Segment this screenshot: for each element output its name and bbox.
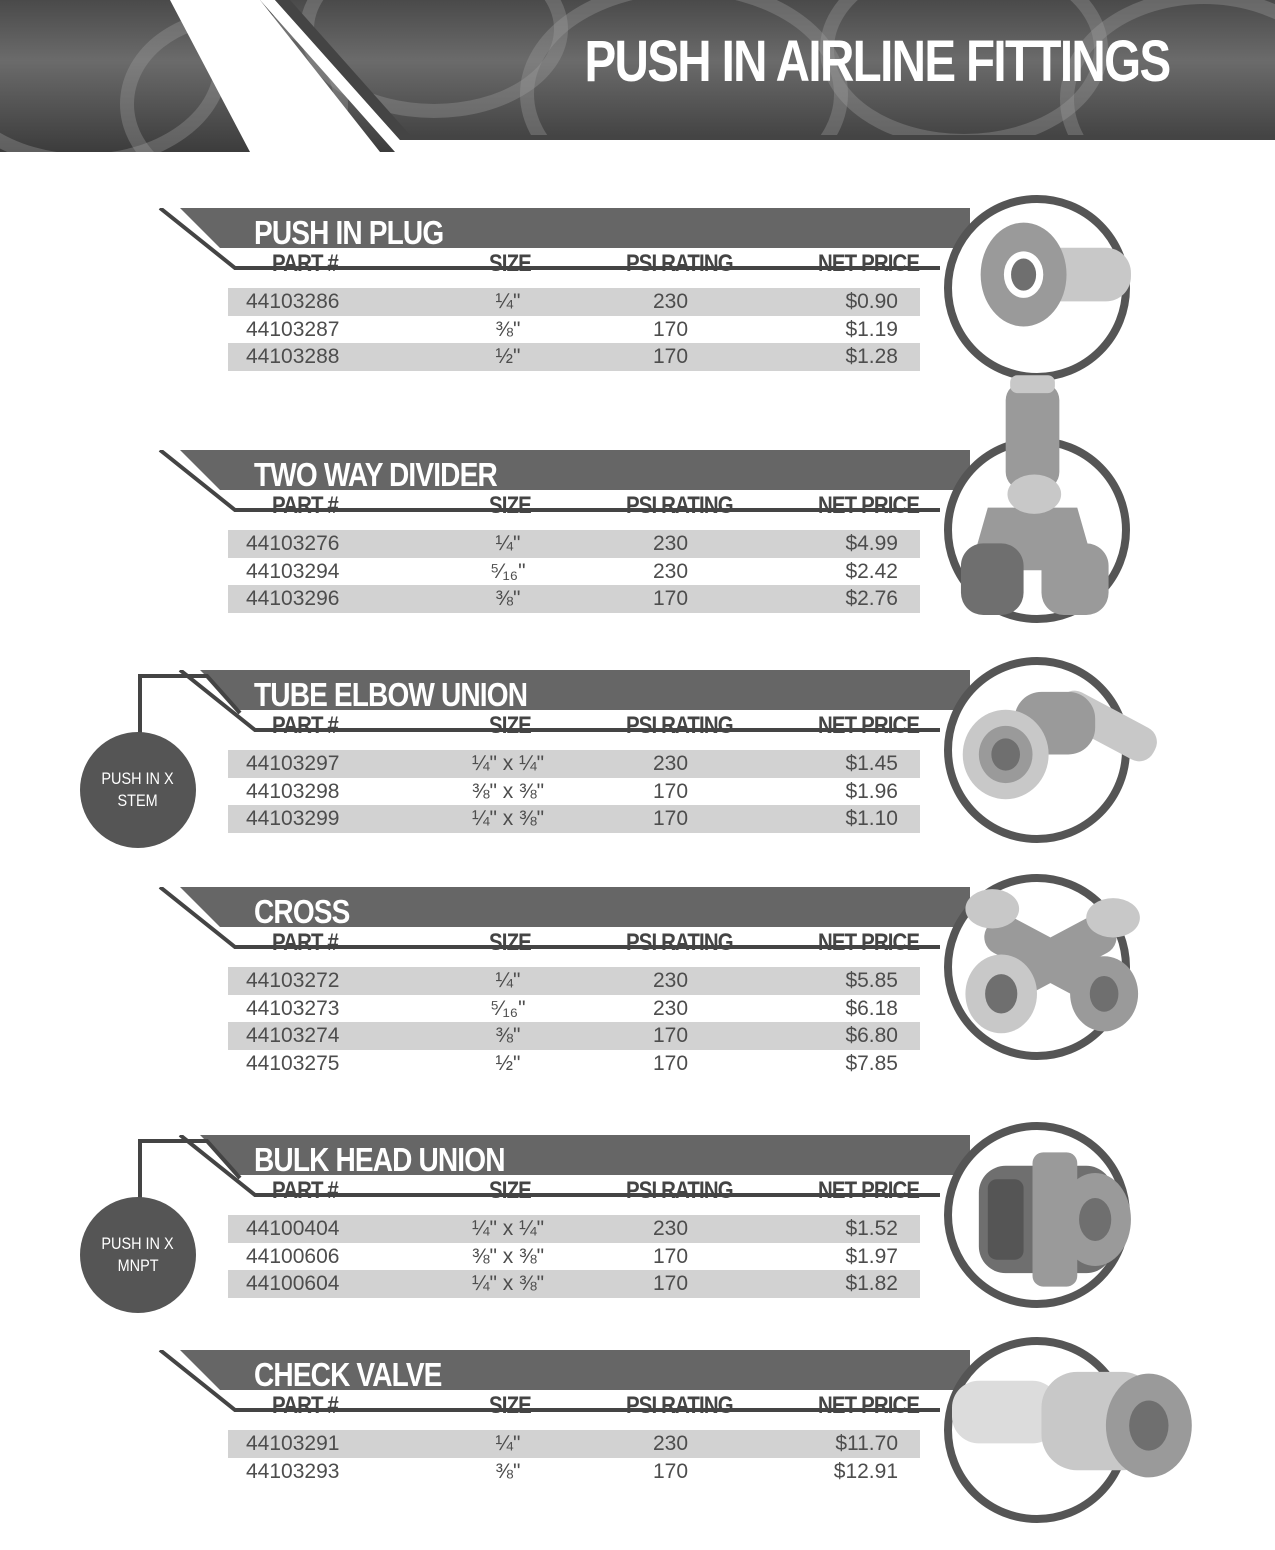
column-header-psi: PSI RATING <box>626 712 733 739</box>
column-header-part: PART # <box>272 712 338 739</box>
size-value: ⅜" x ⅜" <box>471 1244 545 1268</box>
psi-value: 170 <box>652 1244 689 1268</box>
column-header-part: PART # <box>272 1392 338 1419</box>
part-number: 44103299 <box>246 807 340 830</box>
table-row <box>228 967 920 995</box>
part-number: 44103273 <box>246 996 340 1020</box>
net-price: $12.91 <box>833 1459 898 1483</box>
two-way-divider-icon <box>952 445 1122 615</box>
part-number: 44103291 <box>246 1432 340 1455</box>
psi-value: 170 <box>652 1272 689 1295</box>
psi-value: 230 <box>652 559 689 583</box>
part-number: 44103286 <box>246 290 340 313</box>
bulk-head-union-icon <box>952 1130 1122 1300</box>
push-in-plug-photo <box>944 195 1130 381</box>
part-number: 44103296 <box>246 587 340 610</box>
section-title: TUBE ELBOW UNION <box>254 676 528 713</box>
psi-value: 230 <box>652 290 689 313</box>
price-table <box>228 530 920 613</box>
section-push-in-plug <box>0 208 1275 408</box>
table-row <box>228 750 920 778</box>
column-header-price: NET PRICE <box>818 1177 920 1204</box>
part-number: 44103287 <box>246 317 340 341</box>
badge-line-1: PUSH IN X <box>101 769 175 788</box>
column-header-size: SIZE <box>489 250 531 277</box>
table-row <box>228 558 920 586</box>
column-header-size: SIZE <box>489 712 531 739</box>
size-value: ⁵⁄₁₆" <box>490 996 526 1020</box>
column-header-part: PART # <box>272 929 338 956</box>
table-row <box>228 288 920 316</box>
column-header-psi: PSI RATING <box>626 929 733 956</box>
table-row <box>228 316 920 344</box>
net-price: $1.82 <box>845 1272 898 1295</box>
part-number: 44103298 <box>246 779 340 803</box>
psi-value: 230 <box>652 752 689 775</box>
note-connector <box>135 673 245 733</box>
fitting-type-badge <box>80 1197 196 1313</box>
size-value: ⅜" <box>495 587 521 610</box>
fitting-type-badge <box>80 732 196 848</box>
size-value: ⅜" <box>495 317 521 341</box>
size-value: ¼" <box>495 1432 521 1455</box>
table-row <box>228 995 920 1023</box>
part-number: 44103297 <box>246 752 340 775</box>
section-title: CROSS <box>254 893 350 930</box>
column-header-size: SIZE <box>489 1177 531 1204</box>
table-row <box>228 1270 920 1298</box>
part-number: 44103276 <box>246 532 340 555</box>
column-header-part: PART # <box>272 492 338 519</box>
net-price: $1.96 <box>845 779 898 803</box>
part-number: 44103275 <box>246 1051 340 1075</box>
section-title: CHECK VALVE <box>254 1356 442 1393</box>
column-header-price: NET PRICE <box>818 492 920 519</box>
price-table <box>228 1430 920 1485</box>
psi-value: 170 <box>652 587 689 610</box>
column-header-price: NET PRICE <box>818 1392 920 1419</box>
price-table <box>228 1215 920 1298</box>
section-bulk-head-union <box>0 1135 1275 1335</box>
column-header-part: PART # <box>272 250 338 277</box>
column-header-psi: PSI RATING <box>626 1177 733 1204</box>
table-row <box>228 778 920 806</box>
section-banner <box>0 887 1100 957</box>
badge-line-2: STEM <box>117 791 159 810</box>
psi-value: 170 <box>652 1024 689 1047</box>
psi-value: 170 <box>652 1459 689 1483</box>
size-value: ⅜" <box>495 1024 521 1047</box>
net-price: $4.99 <box>845 532 898 555</box>
part-number: 44100604 <box>246 1272 340 1295</box>
table-row <box>228 805 920 833</box>
badge-line-2: MNPT <box>117 1256 159 1275</box>
column-header-price: NET PRICE <box>818 250 920 277</box>
psi-value: 230 <box>652 969 689 992</box>
price-table <box>228 750 920 833</box>
table-row <box>228 343 920 371</box>
section-banner <box>0 1350 1100 1420</box>
section-two-way-divider <box>0 450 1275 650</box>
part-number: 44100606 <box>246 1244 340 1268</box>
section-banner <box>0 208 1100 278</box>
page-title: PUSH IN AIRLINE FITTINGS <box>584 29 1170 94</box>
size-value: ⅜" x ⅜" <box>471 779 545 803</box>
table-row <box>228 1215 920 1243</box>
check-valve-photo <box>944 1337 1130 1523</box>
size-value: ½" <box>495 1051 521 1075</box>
push-in-plug-icon <box>952 203 1122 373</box>
part-number: 44103288 <box>246 345 340 368</box>
section-title: PUSH IN PLUG <box>254 214 444 251</box>
tube-elbow-union-photo <box>944 657 1130 843</box>
net-price: $1.28 <box>845 345 898 368</box>
size-value: ⅜" <box>495 1459 521 1483</box>
price-table <box>228 288 920 371</box>
section-banner <box>0 450 1100 520</box>
size-value: ¼" x ¼" <box>471 752 545 775</box>
table-row <box>228 530 920 558</box>
net-price: $1.10 <box>845 807 898 830</box>
bulk-head-union-photo <box>944 1122 1130 1308</box>
net-price: $1.19 <box>845 317 898 341</box>
table-row <box>228 585 920 613</box>
column-header-price: NET PRICE <box>818 929 920 956</box>
net-price: $6.18 <box>845 996 898 1020</box>
section-tube-elbow-union <box>0 670 1275 870</box>
column-header-size: SIZE <box>489 492 531 519</box>
cross-photo <box>944 874 1130 1060</box>
net-price: $1.52 <box>845 1217 898 1240</box>
net-price: $1.45 <box>845 752 898 775</box>
psi-value: 230 <box>652 532 689 555</box>
column-header-price: NET PRICE <box>818 712 920 739</box>
tube-elbow-union-icon <box>952 665 1122 835</box>
section-title: BULK HEAD UNION <box>254 1141 505 1178</box>
net-price: $6.80 <box>845 1024 898 1047</box>
psi-value: 230 <box>652 1217 689 1240</box>
part-number: 44103272 <box>246 969 340 992</box>
column-header-psi: PSI RATING <box>626 1392 733 1419</box>
part-number: 44103294 <box>246 559 340 583</box>
psi-value: 170 <box>652 317 689 341</box>
section-title: TWO WAY DIVIDER <box>254 456 497 493</box>
size-value: ¼" x ⅜" <box>471 807 545 830</box>
page-header <box>0 0 1275 152</box>
part-number: 44103274 <box>246 1024 340 1047</box>
net-price: $11.70 <box>835 1432 898 1455</box>
check-valve-icon <box>952 1345 1122 1515</box>
table-row <box>228 1022 920 1050</box>
psi-value: 170 <box>652 345 689 368</box>
badge-line-1: PUSH IN X <box>101 1234 175 1253</box>
table-row <box>228 1430 920 1458</box>
size-value: ¼" x ⅜" <box>471 1272 545 1295</box>
two-way-divider-photo <box>944 437 1130 623</box>
size-value: ½" <box>495 345 521 368</box>
part-number: 44100404 <box>246 1217 340 1240</box>
column-header-psi: PSI RATING <box>626 250 733 277</box>
section-cross <box>0 887 1275 1087</box>
size-value: ⁵⁄₁₆" <box>490 559 526 583</box>
price-table <box>228 967 920 1077</box>
part-number: 44103293 <box>246 1459 340 1483</box>
psi-value: 230 <box>652 996 689 1020</box>
psi-value: 170 <box>652 807 689 830</box>
net-price: $7.85 <box>845 1051 898 1075</box>
net-price: $2.42 <box>845 559 898 583</box>
size-value: ¼" <box>495 290 521 313</box>
psi-value: 170 <box>652 1051 689 1075</box>
column-header-size: SIZE <box>489 1392 531 1419</box>
net-price: $0.90 <box>845 290 898 313</box>
psi-value: 230 <box>652 1432 689 1455</box>
size-value: ¼" x ¼" <box>471 1217 545 1240</box>
net-price: $2.76 <box>845 587 898 610</box>
column-header-psi: PSI RATING <box>626 492 733 519</box>
net-price: $1.97 <box>845 1244 898 1268</box>
size-value: ¼" <box>495 532 521 555</box>
section-check-valve <box>0 1350 1275 1550</box>
table-row <box>228 1243 920 1271</box>
column-header-part: PART # <box>272 1177 338 1204</box>
net-price: $5.85 <box>845 969 898 992</box>
psi-value: 170 <box>652 779 689 803</box>
table-row <box>228 1050 920 1078</box>
note-connector <box>135 1138 245 1198</box>
size-value: ¼" <box>495 969 521 992</box>
cross-icon <box>952 882 1122 1052</box>
table-row <box>228 1458 920 1486</box>
column-header-size: SIZE <box>489 929 531 956</box>
